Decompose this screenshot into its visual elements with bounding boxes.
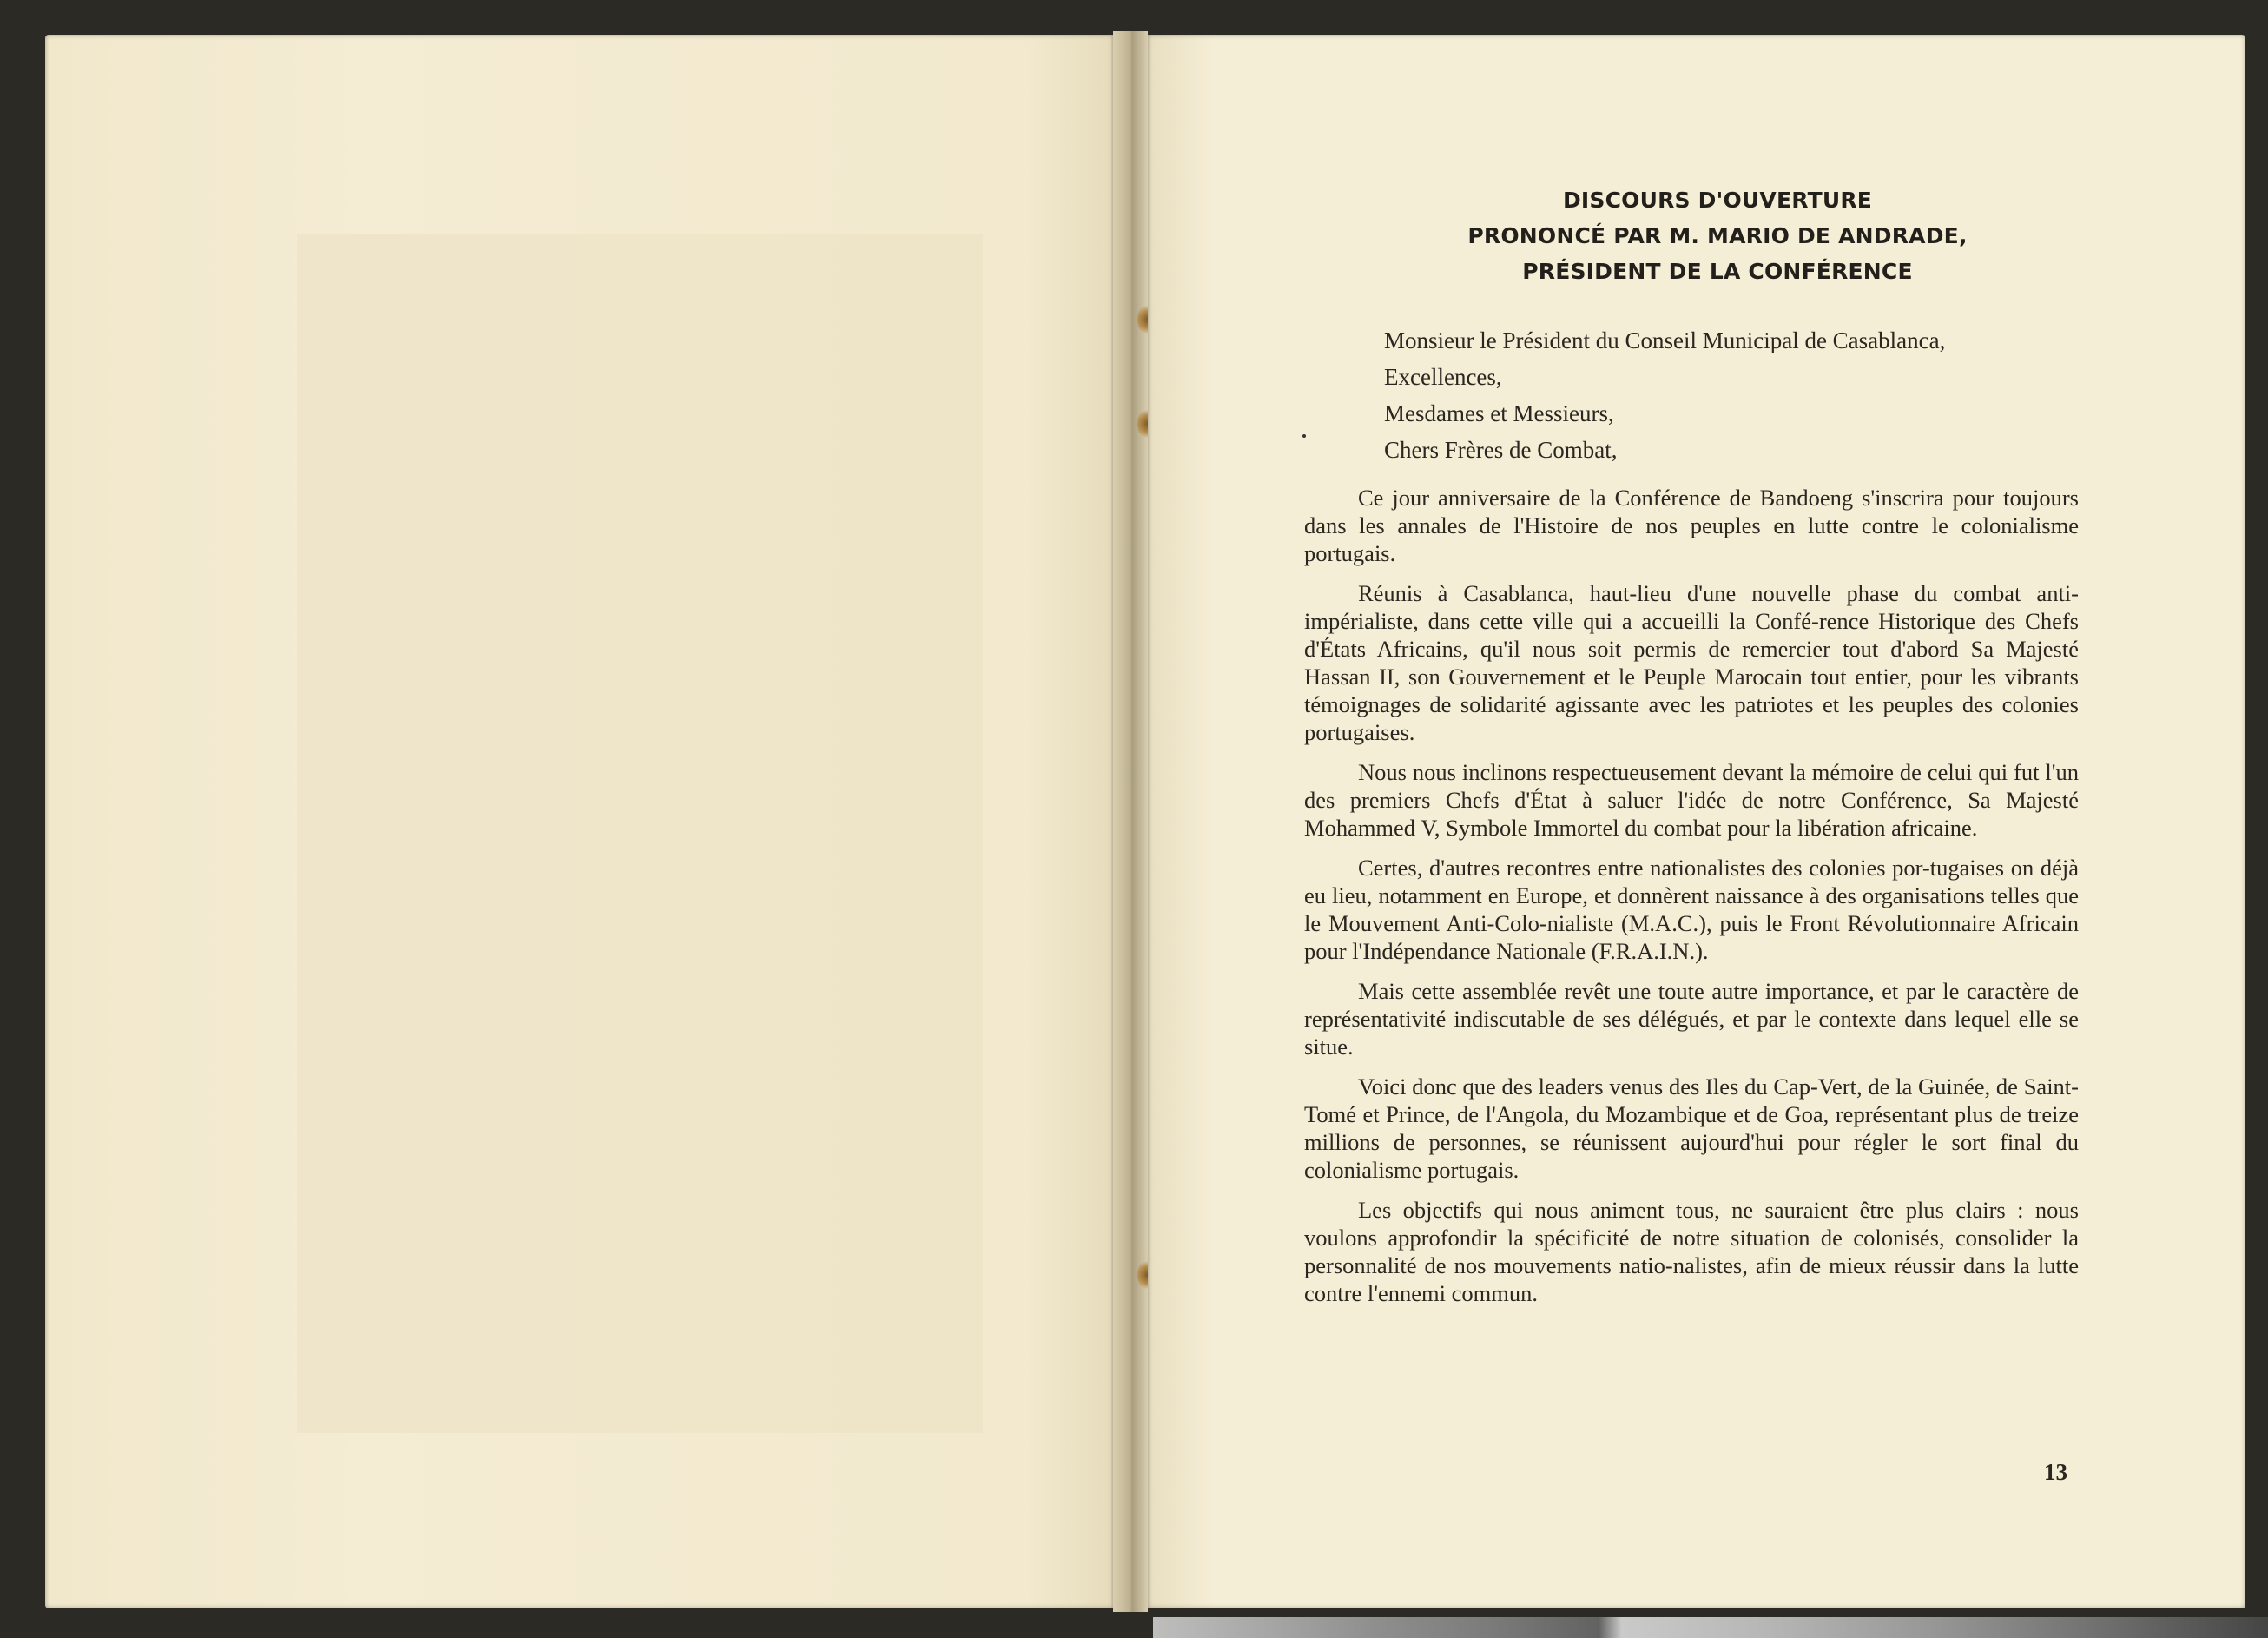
paragraph: Voici donc que des leaders venus des Iles du Cap-Vert, de la Guinée, de Saint-Tomé et Prince, de l'Angola, du Mozambique et de Goa, représentant plus de treize millions de personnes, se réunissent aujourd'hui pour régler le sort final du colonialisme portugais. — [1304, 1073, 2079, 1183]
paragraph: Ce jour anniversaire de la Conférence de Bandoeng s'inscrira pour toujours dans les annales de l'Histoire de nos peuples en lutte contre le colonialisme portugais. — [1304, 485, 2079, 566]
title-line: PRÉSIDENT DE LA CONFÉRENCE — [1522, 259, 1913, 284]
paragraph: Mais cette assemblée revêt une toute autre importance, et par le caractère de représentativité indiscutable de ses délégués, et par le contexte dans lequel elle se situe. — [1304, 978, 2079, 1060]
left-page-show-through — [297, 234, 983, 1433]
salutation-line: Excellences, — [1384, 364, 1502, 390]
speech-text — [1304, 182, 2079, 1319]
salutation-line: Monsieur le Président du Conseil Municipal de Casablanca, — [1384, 327, 1946, 353]
title-line: PRONONCÉ PAR M. MARIO DE ANDRADE, — [1467, 223, 1968, 248]
salutation — [1304, 322, 2079, 468]
title-line: DISCOURS D'OUVERTURE — [1562, 188, 1873, 213]
paragraph: Les objectifs qui nous animent tous, ne sauraient être plus clairs : nous voulons approfondir la spécificité de notre situation de colonisés, consolider la personnalité de nos mouvements natio-nalistes, afin de mieux réussir dans la lutte contre l'ennemi commun. — [1304, 1197, 2079, 1306]
speech-title — [1304, 182, 2079, 289]
left-page — [45, 35, 1113, 1608]
salutation-line: Chers Frères de Combat, — [1384, 437, 1618, 463]
page-number: 13 — [2044, 1459, 2067, 1485]
paragraph: Réunis à Casablanca, haut-lieu d'une nouvelle phase du combat anti-impérialiste, dans cette ville qui a accueilli la Confé-rence Historique des Chefs d'États Africains, qu'il nous soit permis de remercier tout d'abord Sa Majesté Hassan II, son Gouvernement et le Peuple Marocain tout entier, pour les vibrants témoignages de solidarité agissante avec les patriotes et les peuples des colonies portugaises. — [1304, 580, 2079, 745]
paragraph: Nous nous inclinons respectueusement devant la mémoire de celui qui fut l'un des premiers Chefs d'État à saluer l'idée de notre Conférence, Sa Majesté Mohammed V, Symbole Immortel du combat pour la libération africaine. — [1304, 759, 2079, 841]
paragraph: Certes, d'autres recontres entre nationalistes des colonies por-tugaises on déjà eu lieu, notamment en Europe, et donnèrent naissance à des organisations telles que le Mouvement Anti-Colo-nialiste (M.A.C.), puis le Front Révolutionnaire Africain pour l'Indépendance Nationale (F.R.A.I.N.). — [1304, 855, 2079, 964]
book-gutter — [1113, 31, 1148, 1612]
salutation-line: Mesdames et Messieurs, — [1384, 400, 1614, 426]
scan-calibration-strip — [1153, 1617, 2268, 1638]
